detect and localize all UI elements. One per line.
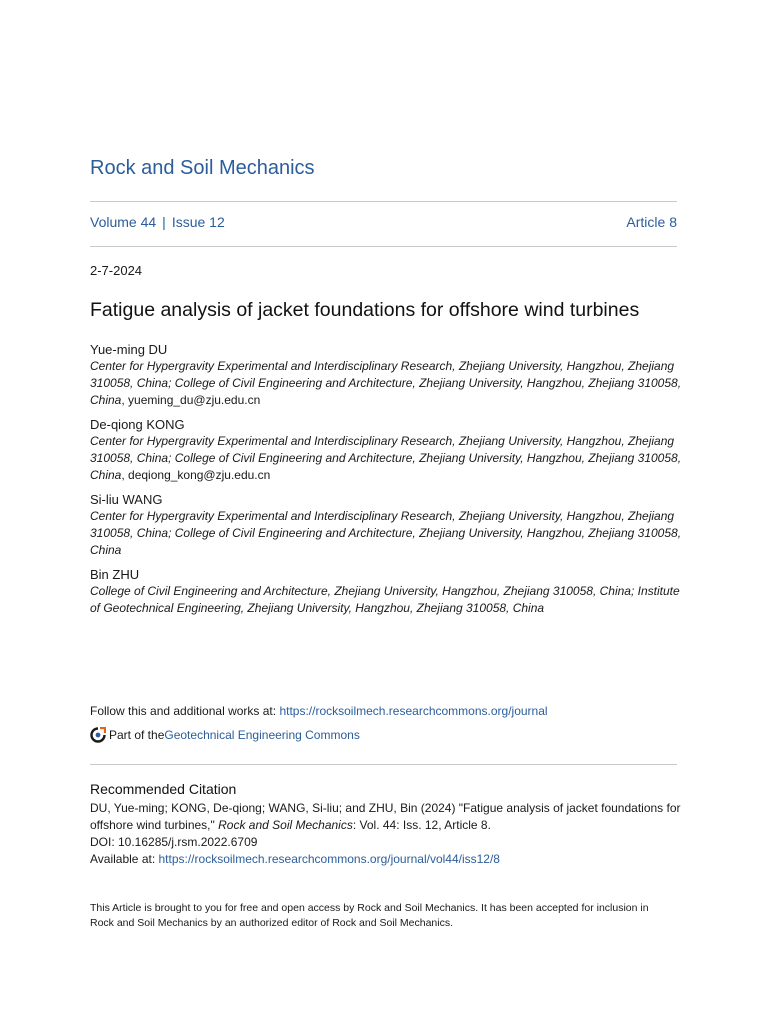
separator: | — [162, 214, 166, 230]
author-item — [90, 566, 690, 617]
citation-volume: : Vol. 44: Iss. 12, Article 8. — [352, 818, 491, 832]
author-affiliation — [90, 433, 690, 484]
author-item — [90, 341, 690, 409]
article-title: Fatigue analysis of jacket foundations for offshore wind turbines — [90, 299, 640, 321]
author-list — [90, 341, 690, 624]
author-affiliation — [90, 583, 690, 617]
follow-link[interactable]: https://rocksoilmech.researchcommons.org/journal — [279, 704, 548, 718]
article-link[interactable]: Article 8 — [626, 214, 677, 230]
affiliation-text: Center for Hypergravity Experimental and Interdisciplinary Research, Zhejiang University, Hangzhou, Zhejiang 310058, China; College of Civil Engineering and Architecture, Zhejiang University, Hangzhou, Zhejiang 310058, China — [90, 509, 682, 557]
available-label: Available at: — [90, 852, 159, 866]
publication-date: 2-7-2024 — [90, 263, 143, 278]
commons-link[interactable]: Geotechnical Engineering Commons — [164, 728, 360, 742]
citation-journal: Rock and Soil Mechanics — [218, 818, 353, 832]
author-affiliation — [90, 358, 690, 409]
journal-title-link[interactable]: Rock and Soil Mechanics — [90, 157, 315, 179]
affiliation-text: Center for Hypergravity Experimental and Interdisciplinary Research, Zhejiang University, Hangzhou, Zhejiang 310058, China; College of Civil Engineering and Architecture, Zhejiang University, Hangzhou, Zhejiang 310058, China — [90, 434, 682, 482]
citation-authors: DU, Yue-ming; KONG, De-qiong; WANG, Si-liu; and ZHU, Bin (2024) "Fatigue analysis of jacket foundations for offshore wind turbines," — [90, 801, 681, 832]
commons-network-icon — [90, 727, 106, 743]
part-of-label: Part of the — [109, 728, 165, 742]
divider — [90, 201, 677, 202]
author-item — [90, 491, 690, 559]
volume-issue — [90, 214, 225, 230]
part-of-line — [90, 727, 360, 743]
footer-notice: This Article is brought to you for free and open access by Rock and Soil Mechanics. It has been accepted for inclusion in Rock and Soil Mechanics by an authorized editor of Rock and Soil Mechanics. — [90, 902, 649, 929]
divider — [90, 246, 677, 247]
citation-available — [90, 851, 690, 868]
author-item — [90, 416, 690, 484]
affiliation-text: Center for Hypergravity Experimental and Interdisciplinary Research, Zhejiang University, Hangzhou, Zhejiang 310058, China; College of Civil Engineering and Architecture, Zhejiang University, Hangzhou, Zhejiang 310058, China — [90, 359, 682, 407]
author-name: Yue-ming DU — [90, 342, 168, 357]
author-affiliation — [90, 508, 690, 559]
volume-link[interactable]: Volume 44 — [90, 214, 157, 230]
author-name: Si-liu WANG — [90, 492, 163, 507]
author-name: De-qiong KONG — [90, 417, 185, 432]
author-name: Bin ZHU — [90, 567, 140, 582]
citation-text — [90, 800, 690, 834]
available-link[interactable]: https://rocksoilmech.researchcommons.org/journal/vol44/iss12/8 — [158, 852, 500, 866]
issue-row — [90, 214, 677, 230]
citation-block — [90, 800, 690, 868]
follow-label: Follow this and additional works at: — [90, 704, 280, 718]
follow-line — [90, 704, 548, 718]
affiliation-text: College of Civil Engineering and Architecture, Zhejiang University, Hangzhou, Zhejiang 310058, China; Institute of Geotechnical Engineering, Zhejiang University, Hangzhou, Zhejiang 310058, China — [90, 584, 680, 615]
citation-doi: DOI: 10.16285/j.rsm.2022.6709 — [90, 835, 258, 849]
author-email: , deqiong_kong@zju.edu.cn — [121, 468, 271, 482]
citation-heading: Recommended Citation — [90, 781, 237, 797]
issue-link[interactable]: Issue 12 — [171, 214, 225, 230]
author-email: , yueming_du@zju.edu.cn — [121, 393, 261, 407]
divider — [90, 764, 677, 765]
